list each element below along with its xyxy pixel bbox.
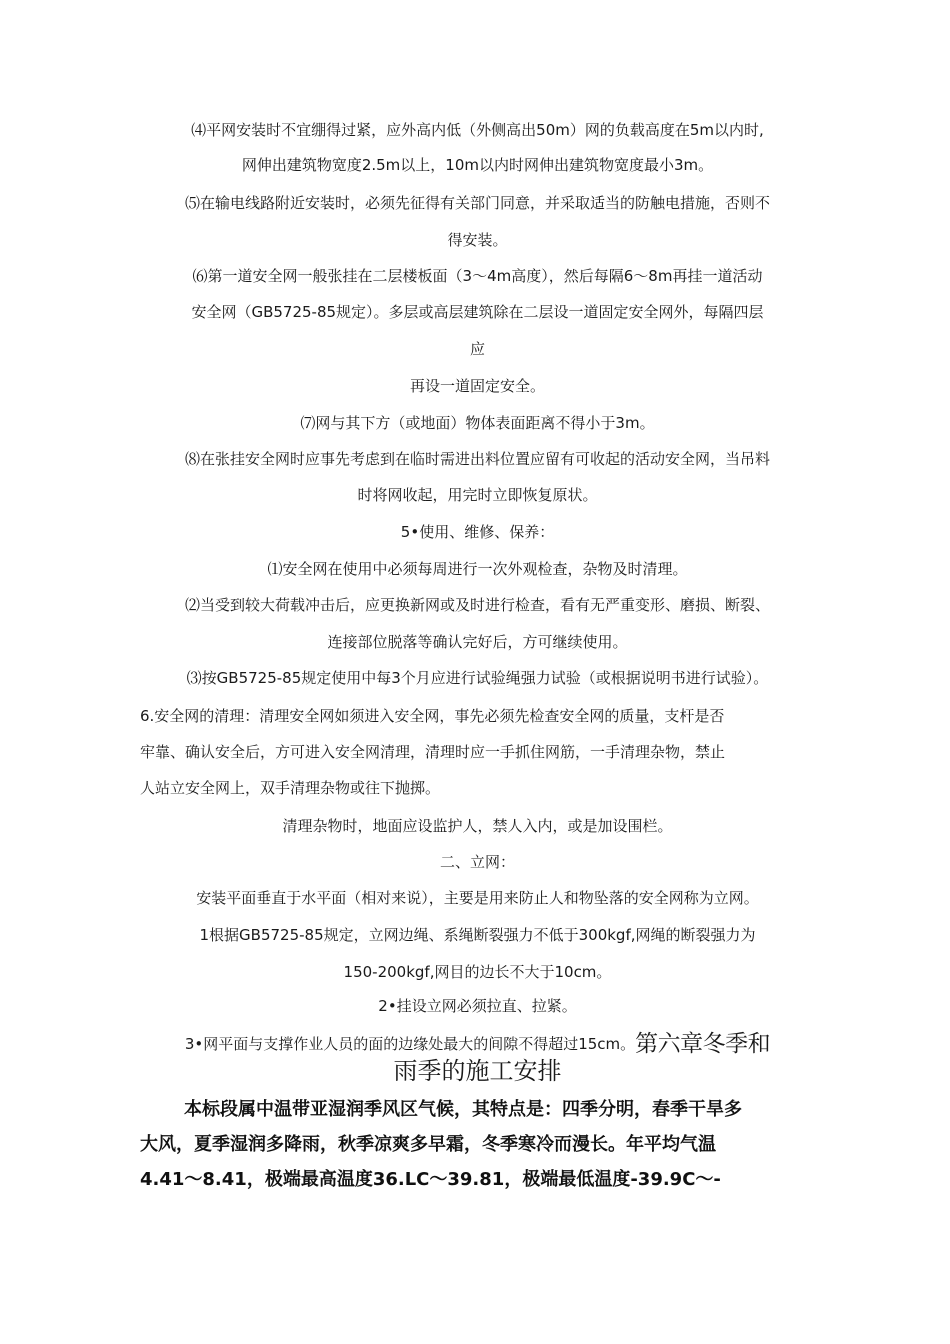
- paragraph-line: 1根据GB5725-85规定，立网边绳、系绳断裂强力不低于300kgf,网绳的断裂强力为: [199, 926, 756, 944]
- paragraph-line: ⑶按GB5725-85规定使用中每3个月应进行试验绳强力试验（或根据说明书进行试验）。: [186, 669, 769, 687]
- paragraph-line: ⑴安全网在使用中必须每周进行一次外观检查，杂物及时清理。: [267, 560, 688, 578]
- paragraph-line: ⑵当受到较大荷载冲击后，应更换新网或及时进行检查，看有无严重变形、磨损、断裂、: [184, 596, 770, 614]
- body-paragraph-line: 大风，夏季湿润多降雨，秋季凉爽多早霜，冬季寒冷而漫长。年平均气温: [140, 1134, 716, 1155]
- paragraph-line: 清理杂物时，地面应设监护人，禁人入内，或是加设围栏。: [282, 817, 673, 835]
- paragraph-line: 应: [469, 340, 485, 358]
- paragraph-line: 3•网平面与支撑作业人员的面的边缘处最大的间隙不得超过15cm。: [184, 1035, 636, 1053]
- paragraph-line: ⑷平网安装时不宜绷得过紧，应外高内低（外侧高出50m）网的负载高度在5m以内时,: [191, 121, 764, 139]
- paragraph-line: 再设一道固定安全。: [409, 377, 545, 395]
- paragraph-line: 连接部位脱落等确认完好后，方可继续使用。: [327, 633, 628, 651]
- paragraph-line: 安全网（GB5725-85规定）。多层或高层建筑除在二层设一道固定安全网外，每隔四层: [191, 303, 764, 321]
- paragraph-line: 2•挂设立网必须拉直、拉紧。: [378, 997, 577, 1015]
- paragraph-line: 人站立安全网上，双手清理杂物或往下抛掷。: [140, 779, 441, 797]
- chapter-title-continued: 雨季的施工安排: [393, 1057, 562, 1085]
- paragraph-line: 牢靠、确认安全后，方可进入安全网清理，清理时应一手抓住网筋，一手清理杂物，禁止: [140, 743, 726, 761]
- section-heading: 二、立网：: [439, 853, 515, 871]
- paragraph-line: ⑹第一道安全网一般张挂在二层楼板面（3〜4m高度），然后每隔6〜8m再挂一道活动: [192, 267, 763, 285]
- paragraph-line: 网伸出建筑物宽度2.5m以上，10m以内时网伸出建筑物宽度最小3m。: [241, 156, 714, 174]
- section-heading: 5•使用、维修、保养：: [400, 523, 555, 541]
- paragraph-line: ⑸在输电线路附近安装时，必须先征得有关部门同意，并采取适当的防触电措施，否则不: [184, 194, 770, 212]
- paragraph-line: 6.安全网的清理：清理安全网如须进入安全网，事先必须先检查安全网的质量，支杆是否: [140, 707, 725, 725]
- paragraph-line: 安装平面垂直于水平面（相对来说），主要是用来防止人和物坠落的安全网称为立网。: [196, 889, 759, 907]
- body-paragraph-line: 本标段属中温带亚湿润季风区气候，其特点是：四季分明，春季干旱多: [184, 1099, 742, 1120]
- chapter-title: 第六章冬季和: [635, 1031, 771, 1057]
- paragraph-line: 得安装。: [447, 231, 508, 249]
- paragraph-line: ⑻在张挂安全网时应事先考虑到在临时需进出料位置应留有可收起的活动安全网，当吊料: [184, 450, 770, 468]
- paragraph-line: 150-200kgf,网目的边长不大于10cm。: [343, 963, 612, 981]
- paragraph-line: 时将网收起，用完时立即恢复原状。: [357, 486, 598, 504]
- body-paragraph-line: 4.41〜8.41，极端最高温度36.LC〜39.81，极端最低温度-39.9C〜-: [140, 1169, 721, 1190]
- paragraph-line: ⑺网与其下方（或地面）物体表面距离不得小于3m。: [300, 414, 655, 432]
